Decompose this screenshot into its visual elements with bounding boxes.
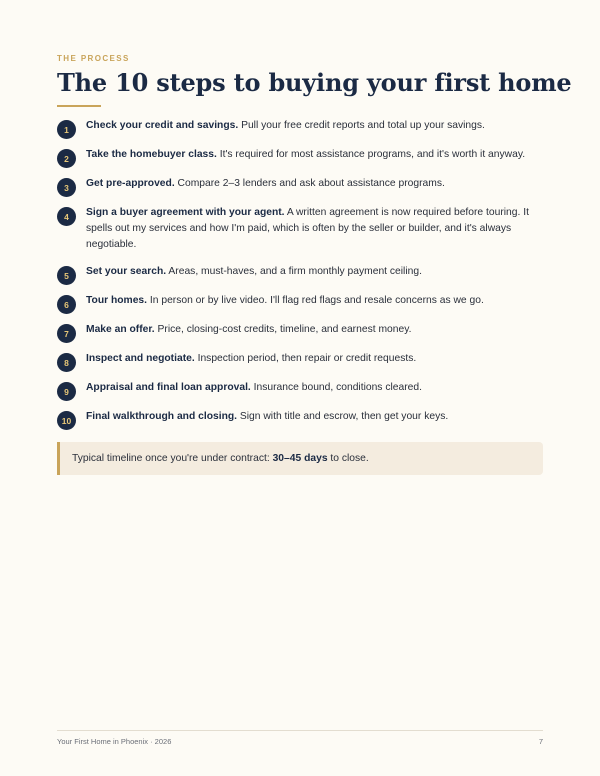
step-body: Insurance bound, conditions cleared. bbox=[250, 382, 422, 393]
step-text bbox=[86, 380, 543, 396]
callout-suffix: to close. bbox=[327, 453, 369, 464]
step-title: Final walkthrough and closing. bbox=[86, 411, 238, 422]
step-body: A written agreement is now required before touring. It spells out my services and how I'm paid, which is often by the seller or builder, and it's always negotiable. bbox=[86, 207, 529, 250]
step-title: Inspect and negotiate. bbox=[86, 353, 195, 364]
step-item bbox=[57, 293, 543, 311]
page-title: The 10 steps to buying your first home bbox=[57, 68, 572, 97]
step-text bbox=[86, 409, 543, 425]
step-item bbox=[57, 176, 543, 194]
timeline-callout bbox=[57, 442, 543, 475]
footer-divider bbox=[57, 730, 543, 731]
step-text bbox=[86, 351, 543, 367]
step-number-badge: 3 bbox=[57, 178, 76, 197]
step-number-badge: 10 bbox=[57, 411, 76, 430]
step-title: Get pre-approved. bbox=[86, 178, 175, 189]
step-body: Sign with title and escrow, then get your keys. bbox=[237, 411, 449, 422]
step-text bbox=[86, 176, 543, 192]
step-title: Sign a buyer agreement with your agent. bbox=[86, 207, 285, 218]
step-number-badge: 8 bbox=[57, 353, 76, 372]
section-eyebrow: THE PROCESS bbox=[57, 54, 130, 63]
step-text bbox=[86, 293, 543, 309]
step-number-badge: 2 bbox=[57, 149, 76, 168]
steps-list bbox=[57, 118, 543, 438]
step-number-badge: 1 bbox=[57, 120, 76, 139]
step-item bbox=[57, 351, 543, 369]
step-text bbox=[86, 264, 543, 280]
step-text bbox=[86, 322, 543, 338]
footer-title: Your First Home in Phoenix · 2026 bbox=[57, 737, 172, 746]
step-item bbox=[57, 409, 543, 427]
step-number-badge: 7 bbox=[57, 324, 76, 343]
step-body: Compare 2–3 lenders and ask about assistance programs. bbox=[174, 178, 445, 189]
step-item bbox=[57, 322, 543, 340]
step-number-badge: 4 bbox=[57, 207, 76, 226]
page-number: 7 bbox=[538, 737, 543, 746]
callout-prefix: Typical timeline once you're under contract: bbox=[72, 453, 273, 464]
callout-text bbox=[72, 453, 369, 464]
step-body: It's required for most assistance programs, and it's worth it anyway. bbox=[216, 149, 526, 160]
step-item bbox=[57, 205, 543, 253]
step-title: Check your credit and savings. bbox=[86, 120, 239, 131]
title-underline bbox=[57, 105, 101, 107]
step-item bbox=[57, 264, 543, 282]
step-number-badge: 5 bbox=[57, 266, 76, 285]
step-body: Price, closing-cost credits, timeline, and earnest money. bbox=[154, 324, 412, 335]
step-item bbox=[57, 380, 543, 398]
step-text bbox=[86, 147, 543, 163]
step-title: Tour homes. bbox=[86, 295, 148, 306]
step-number-badge: 9 bbox=[57, 382, 76, 401]
step-title: Appraisal and final loan approval. bbox=[86, 382, 251, 393]
step-item bbox=[57, 118, 543, 136]
step-title: Set your search. bbox=[86, 266, 167, 277]
step-body: Inspection period, then repair or credit requests. bbox=[194, 353, 417, 364]
step-title: Take the homebuyer class. bbox=[86, 149, 217, 160]
step-number-badge: 6 bbox=[57, 295, 76, 314]
step-title: Make an offer. bbox=[86, 324, 155, 335]
callout-highlight: 30–45 days bbox=[272, 453, 328, 464]
step-text bbox=[86, 205, 543, 253]
step-body: Pull your free credit reports and total up your savings. bbox=[238, 120, 485, 131]
page bbox=[57, 0, 572, 776]
step-text bbox=[86, 118, 543, 134]
step-item bbox=[57, 147, 543, 165]
step-body: Areas, must-haves, and a firm monthly payment ceiling. bbox=[166, 266, 422, 277]
step-body: In person or by live video. I'll flag red flags and resale concerns as we go. bbox=[147, 295, 484, 306]
